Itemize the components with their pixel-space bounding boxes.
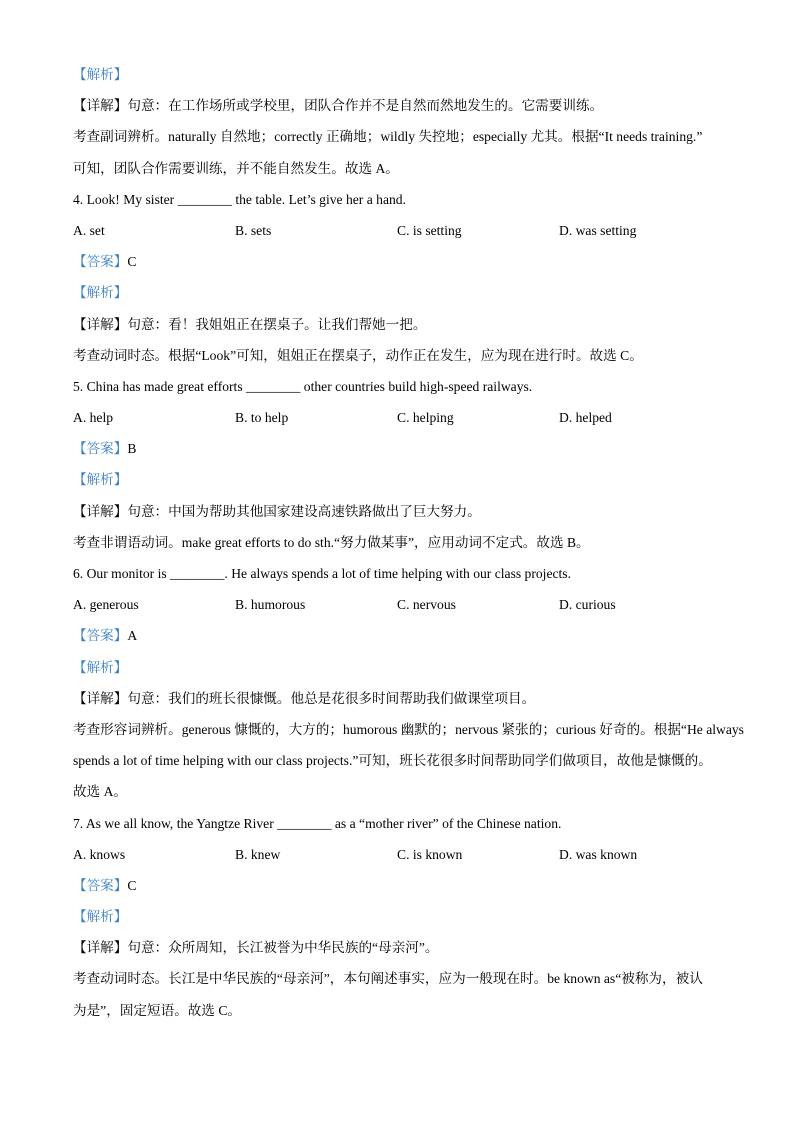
option-c: C. helping <box>397 410 454 426</box>
question-stem <box>73 374 733 405</box>
detail-label: 【详解】 <box>73 503 128 519</box>
option-b: B. to help <box>235 410 289 426</box>
option-a: A. set <box>73 222 105 238</box>
detail-line <box>73 499 733 530</box>
explanation-text: spends a lot of time helping with our class projects.”可知，班长花很多时间帮助同学们做项目，故他是慷慨的。 <box>73 753 712 769</box>
detail-line <box>73 93 733 124</box>
explanation-line <box>73 343 733 374</box>
detail-text: 句意：在工作场所或学校里，团队合作并不是自然而然地发生的。它需要训练。 <box>127 98 604 114</box>
explanation-line <box>73 530 733 561</box>
explanation-line <box>73 966 733 997</box>
options-row <box>73 592 733 623</box>
question-text: 4. Look! My sister ________ the table. Let’s give her a hand. <box>73 191 406 207</box>
explanation-line <box>73 779 733 810</box>
option-b: B. humorous <box>235 597 306 613</box>
answer-label: 【答案】 <box>73 628 128 644</box>
question-stem <box>73 811 733 842</box>
answer-value: B <box>127 441 137 457</box>
answer-value: C <box>127 877 137 893</box>
answer-label: 【答案】 <box>73 254 128 270</box>
options-row <box>73 405 733 436</box>
detail-text: 句意：中国为帮助其他国家建设高速铁路做出了巨大努力。 <box>127 503 481 519</box>
analysis-label: 【解析】 <box>73 659 128 675</box>
detail-line <box>73 935 733 966</box>
explanation-text: 考查动词时态。根据“Look”可知，姐姐正在摆桌子，动作正在发生，应为现在进行时。故选 C。 <box>73 347 643 363</box>
analysis-label-line <box>73 62 733 93</box>
explanation-line <box>73 998 733 1029</box>
question-text: 6. Our monitor is ________. He always spends a lot of time helping with our class projects. <box>73 566 571 581</box>
explanation-text: 故选 A。 <box>73 784 127 800</box>
detail-text: 句意：众所周知，长江被誉为中华民族的“母亲河”。 <box>127 940 439 956</box>
option-a: A. generous <box>73 597 139 613</box>
option-d: D. was known <box>559 846 638 862</box>
document-page <box>73 62 744 1029</box>
answer-value: A <box>127 628 138 644</box>
detail-label: 【详解】 <box>73 98 128 114</box>
option-c: C. is setting <box>397 222 462 238</box>
analysis-label: 【解析】 <box>73 909 128 925</box>
option-a: A. help <box>73 410 114 426</box>
option-c: C. is known <box>397 846 463 862</box>
option-b: B. knew <box>235 846 281 862</box>
explanation-line <box>73 717 744 748</box>
options-row <box>73 218 733 249</box>
answer-label: 【答案】 <box>73 441 128 457</box>
detail-label: 【详解】 <box>73 690 128 706</box>
explanation-text: 为是”，固定短语。故选 C。 <box>73 1002 242 1018</box>
question-text: 7. As we all know, the Yangtze River ________ as a “mother river” of the Chinese nation. <box>73 815 562 831</box>
analysis-label: 【解析】 <box>73 285 128 301</box>
answer-label: 【答案】 <box>73 877 128 893</box>
option-b: B. sets <box>235 222 272 238</box>
answer-line <box>73 436 733 467</box>
option-d: D. was setting <box>559 222 637 238</box>
explanation-line <box>73 124 733 155</box>
question-stem <box>73 561 733 592</box>
explanation-text: 考查动词时态。长江是中华民族的“母亲河”，本句阐述事实，应为一般现在时。be known as“被称为，被认 <box>73 971 703 987</box>
answer-value: C <box>127 254 137 270</box>
options-row <box>73 842 733 873</box>
analysis-label-line <box>73 467 733 498</box>
option-a: A. knows <box>73 846 126 862</box>
option-d: D. helped <box>559 410 612 426</box>
explanation-text: 可知，团队合作需要训练，并不能自然发生。故选 A。 <box>73 160 399 176</box>
option-c: C. nervous <box>397 597 456 613</box>
detail-label: 【详解】 <box>73 940 128 956</box>
explanation-text: 考查副词辨析。naturally 自然地；correctly 正确地；wildly 失控地；especially 尤其。根据“It needs training.” <box>73 129 703 145</box>
explanation-text: 考查形容词辨析。generous 慷慨的，大方的；humorous 幽默的；nervous 紧张的；curious 好奇的。根据“He always <box>73 721 744 737</box>
detail-line <box>73 686 733 717</box>
detail-line <box>73 312 733 343</box>
question-stem <box>73 187 733 218</box>
detail-text: 句意：我们的班长很慷慨。他总是花很多时间帮助我们做课堂项目。 <box>127 690 536 706</box>
detail-label: 【详解】 <box>73 316 128 332</box>
answer-line <box>73 873 733 904</box>
answer-line <box>73 249 733 280</box>
analysis-label-line <box>73 904 733 935</box>
option-d: D. curious <box>559 597 616 613</box>
detail-text: 句意：看！我姐姐正在摆桌子。让我们帮她一把。 <box>127 316 427 332</box>
explanation-line <box>73 156 733 187</box>
analysis-label-line <box>73 655 733 686</box>
explanation-text: 考查非谓语动词。make great efforts to do sth.“努力做某事”，应用动词不定式。故选 B。 <box>73 534 590 550</box>
explanation-line <box>73 748 733 779</box>
question-text: 5. China has made great efforts ________ other countries build high-speed railways. <box>73 378 533 394</box>
analysis-label-line <box>73 280 733 311</box>
analysis-label: 【解析】 <box>73 472 128 488</box>
analysis-label: 【解析】 <box>73 67 128 82</box>
answer-line <box>73 623 733 654</box>
